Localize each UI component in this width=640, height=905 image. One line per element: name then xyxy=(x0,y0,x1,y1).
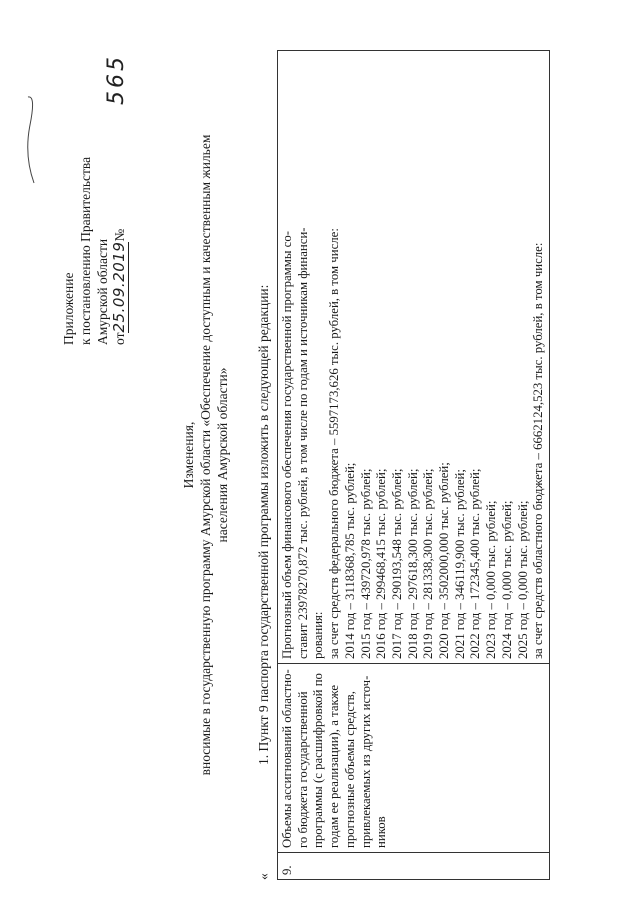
name-line: программы (с расшифровкой по xyxy=(311,673,326,848)
content-line: ставит 23978270,872 тыс. рублей, в том числе по годам и источникам финанси- xyxy=(295,227,310,659)
row-number-cell: 9. xyxy=(278,853,550,880)
number-prefix: № xyxy=(112,228,127,242)
content-line: 2021 год – 346119,900 тыс. рублей; xyxy=(452,469,467,659)
name-line: Объемы ассигнований областно- xyxy=(280,669,294,848)
row-name-cell xyxy=(278,664,550,853)
date-prefix: от xyxy=(112,332,127,345)
row-content-cell xyxy=(278,51,550,664)
handwritten-number: 565 xyxy=(104,54,129,105)
content-line: 2019 год – 281338,300 тыс. рублей; xyxy=(421,468,436,659)
appendix-decree-line: к постановлению Правительства xyxy=(78,156,93,345)
table-row xyxy=(278,51,550,880)
content-line: рования: xyxy=(311,611,326,659)
content-line: 2018 год – 297618,300 тыс. рублей; xyxy=(405,468,420,659)
appendix-label: Приложение xyxy=(61,272,76,345)
content-line: 2023 год – 0,000 тыс. рублей; xyxy=(484,500,499,659)
opening-quote: « xyxy=(256,873,271,880)
content-line: 2022 год – 172345,400 тыс. рублей; xyxy=(468,468,483,659)
document-subtitle-1: вносимые в государственную программу Амурской области «Обеспечение доступным и качественным жильем xyxy=(198,134,213,776)
content-line: 2025 год – 0,000 тыс. рублей; xyxy=(515,500,530,659)
content-line: 2024 год – 0,000 тыс. рублей; xyxy=(499,500,514,659)
intro-paragraph: 1. Пункт 9 паспорта государственной программы изложить в следующей редакции: xyxy=(256,284,271,765)
pen-mark xyxy=(20,95,40,185)
content-line: за счет средств федерального бюджета – 5597173,626 тыс. рублей, в том числе: xyxy=(327,228,342,659)
document-subtitle-2: населения Амурской области» xyxy=(215,367,230,543)
content-line: 2016 год – 299468,415 тыс. рублей; xyxy=(374,468,389,659)
content-line: 2020 год – 3502000,000 тыс. рублей; xyxy=(437,462,452,659)
appendix-region-line: Амурской области xyxy=(95,238,110,345)
handwritten-date: 25.09.2019 xyxy=(110,241,128,333)
document-title: Изменения, xyxy=(181,421,196,489)
content-line: за счет средств областного бюджета – 6662124,523 тыс. рублей, в том числе: xyxy=(531,242,546,659)
name-line: го бюджета государственной xyxy=(295,691,310,848)
name-line: ников xyxy=(374,816,389,848)
name-line: привлекаемых из других источ- xyxy=(358,675,373,848)
passport-table xyxy=(277,50,550,880)
content-line: 2014 год – 3118368,785 тыс. рублей; xyxy=(342,462,357,659)
content-line: 2017 год – 290193,548 тыс. рублей; xyxy=(389,468,404,659)
name-line: прогнозные объемы средств, xyxy=(342,691,357,848)
content-line: 2015 год – 439720,978 тыс. рублей; xyxy=(358,468,373,659)
content-line: Прогнозный объем финансового обеспечения государственной программы со- xyxy=(280,231,294,659)
name-line: годам ее реализации), а также xyxy=(327,684,342,848)
